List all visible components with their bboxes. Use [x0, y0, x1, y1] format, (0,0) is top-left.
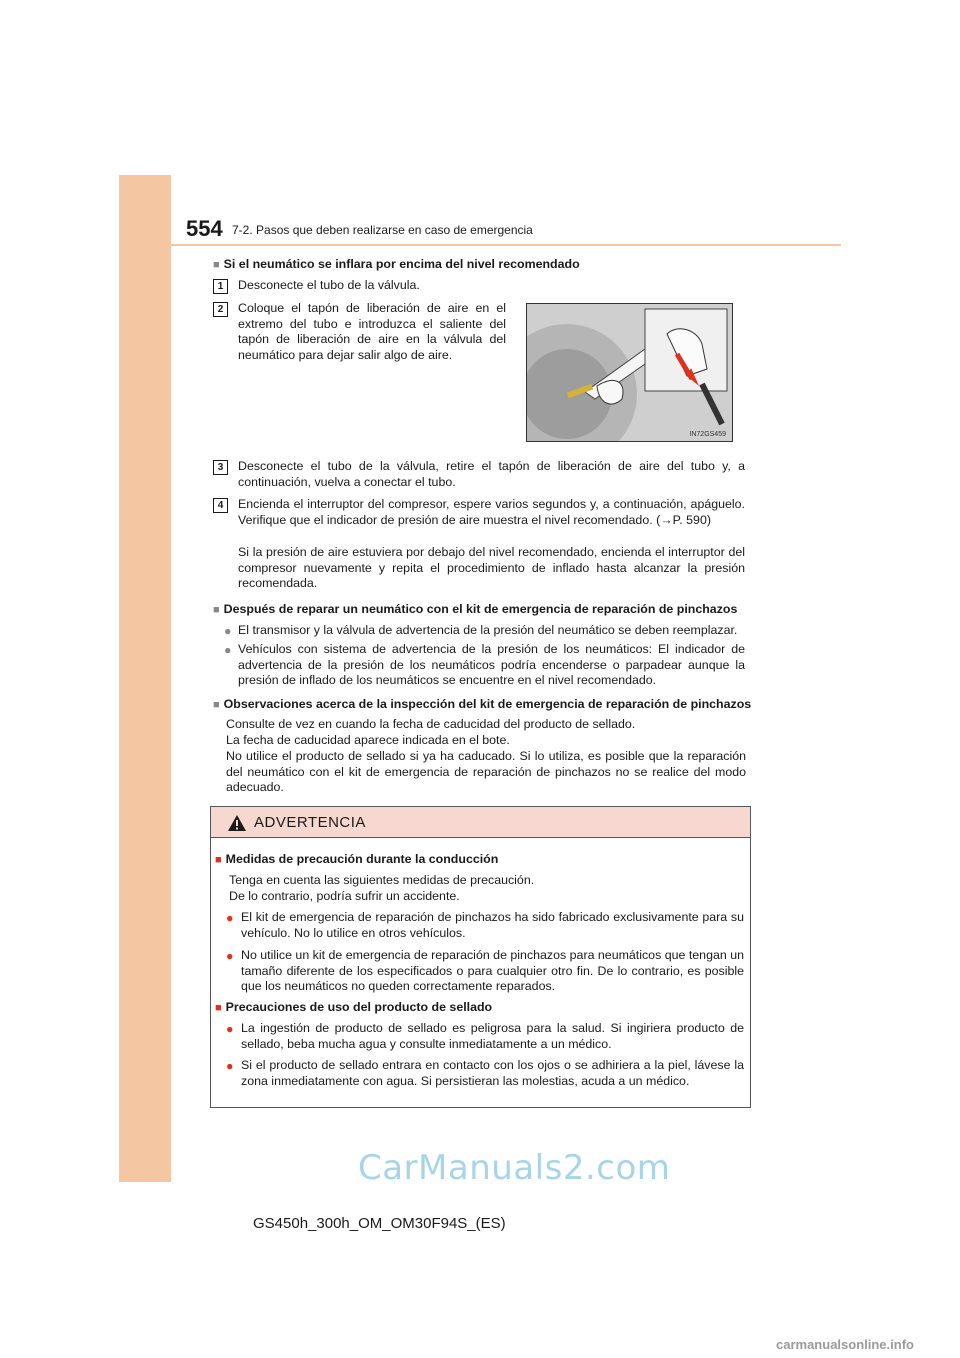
- red-bullet-icon: ●: [226, 911, 234, 925]
- step-4-extra-text: Si la presión de aire estuviera por debajo del nivel recomendado, encienda el interruptor del compresor nuevamente y repita el procedimiento de inflado hasta alcanzar la presión recomendada.: [238, 545, 745, 591]
- section3-line-1: Consulte de vez en cuando la fecha de caducidad del producto de sellado.: [226, 717, 636, 731]
- step-3-text: Desconecte el tubo de la válvula, retire el tapón de liberación de aire del tubo y, a continuación, vuelva a conectar el tubo.: [238, 459, 745, 489]
- warning-sub1-bullet-1: El kit de emergencia de reparación de pinchazos ha sido fabricado exclusivamente para su vehículo. No lo utilice en otros vehículos.: [241, 910, 744, 940]
- red-bullet-icon: ●: [226, 949, 234, 963]
- section2-heading: [213, 602, 753, 619]
- page-number: 554: [186, 216, 223, 241]
- warning-sub1-intro-1: Tenga en cuenta las siguientes medidas de precaución.: [229, 873, 535, 887]
- warning-triangle-icon: [227, 814, 247, 832]
- header-rule: [171, 244, 841, 246]
- warning-sub2-heading: [215, 1000, 745, 1017]
- section3-line-2: La fecha de caducidad aparece indicada en el bote.: [226, 733, 510, 747]
- red-bullet-icon: ●: [226, 1022, 234, 1036]
- warning-box: [210, 806, 751, 1108]
- warning-sub2-title: Precauciones de uso del producto de sellado: [225, 1000, 493, 1014]
- red-square-icon: ■: [215, 854, 222, 866]
- section3-heading: [213, 697, 753, 714]
- warning-sub1-heading: [215, 852, 745, 869]
- step-number-2: 2: [213, 302, 228, 317]
- warning-sub1-intro-2: De lo contrario, podría sufrir un accidente.: [229, 889, 460, 903]
- watermark-corner: carmanualsonline.info: [776, 1337, 914, 1352]
- square-bullet-icon: ■: [213, 259, 220, 271]
- section2-bullet-1: El transmisor y la válvula de advertencia de la presión del neumático se deben reemplazar.: [238, 623, 738, 637]
- warning-sub1-bullet-2: No utilice un kit de emergencia de reparación de pinchazos para neumáticos que tengan un tamaño diferente de los especificados o para cualquier otro fin. De lo contrario, es posible que los neumáticos no queden correctamente reparados.: [241, 948, 744, 994]
- warning-sub2-bullet-2: Si el producto de sellado entrara en contacto con los ojos o se adhiriera a la piel, lávese la zona inmediatamente con agua. Si persistieran las molestias, acuda a un médico.: [241, 1058, 744, 1088]
- red-square-icon: ■: [215, 1002, 222, 1014]
- step-number-1: 1: [213, 279, 228, 294]
- square-bullet-icon: ■: [213, 604, 220, 616]
- warning-sub2-bullet-1: La ingestión de producto de sellado es peligrosa para la salud. Si ingiriera producto de sellado, beba mucha agua y consulte inmediatamente a un médico.: [241, 1021, 744, 1051]
- document-code: GS450h_300h_OM_OM30F94S_(ES): [253, 1215, 506, 1232]
- bullet-dot-icon: ●: [224, 624, 232, 638]
- warning-header: [211, 807, 750, 838]
- section2-title: Después de reparar un neumático con el kit de emergencia de reparación de pinchazos: [223, 602, 738, 616]
- section3-line-3: No utilice el producto de sellado si ya ha caducado. Si lo utiliza, es posible que la reparación del neumático con el kit de emergencia de reparación de pinchazos no se realice del modo adecuado.: [226, 749, 746, 795]
- section1-title: Si el neumático se inflara por encima del nivel recomendado: [223, 257, 580, 271]
- step-number-3: 3: [213, 460, 228, 475]
- section3-title: Observaciones acerca de la inspección del kit de emergencia de reparación de pinchazos: [223, 697, 752, 711]
- red-bullet-icon: ●: [226, 1059, 234, 1073]
- valve-photo-icon: [527, 304, 732, 441]
- step-2-text: Coloque el tapón de liberación de aire en el extremo del tubo e introduzca el saliente del tapón de liberación de aire en la válvula del neumático para dejar salir algo de aire.: [238, 301, 506, 362]
- bullet-dot-icon: ●: [224, 643, 232, 657]
- warning-sub1-title: Medidas de precaución durante la conducción: [225, 852, 499, 866]
- image-code: IN72GS459: [689, 431, 726, 438]
- square-bullet-icon: ■: [213, 699, 220, 711]
- step-number-4: 4: [213, 498, 228, 513]
- warning-title: ADVERTENCIA: [254, 814, 366, 831]
- section-title: 7-2. Pasos que deben realizarse en caso de emergencia: [232, 223, 533, 237]
- section2-bullet-2: Vehículos con sistema de advertencia de la presión de los neumáticos: El indicador de advertencia de la presión de los neumáticos podría encenderse o parpadear aunque la presión de inflado de los neumáticos se encuentre en el nivel recomendado.: [238, 642, 745, 688]
- watermark-main: CarManuals2.com: [358, 1148, 671, 1188]
- section1-heading: [213, 257, 753, 274]
- chapter-sidebar-tab: [119, 175, 171, 1182]
- tire-valve-illustration: [526, 303, 733, 442]
- step-4-text: Encienda el interruptor del compresor, espere varios segundos y, a continuación, apáguelo. Verifique que el indicador de presión de aire muestra el nivel recomendado. (→P. 590): [238, 497, 745, 527]
- step-1-text: Desconecte el tubo de la válvula.: [238, 278, 420, 292]
